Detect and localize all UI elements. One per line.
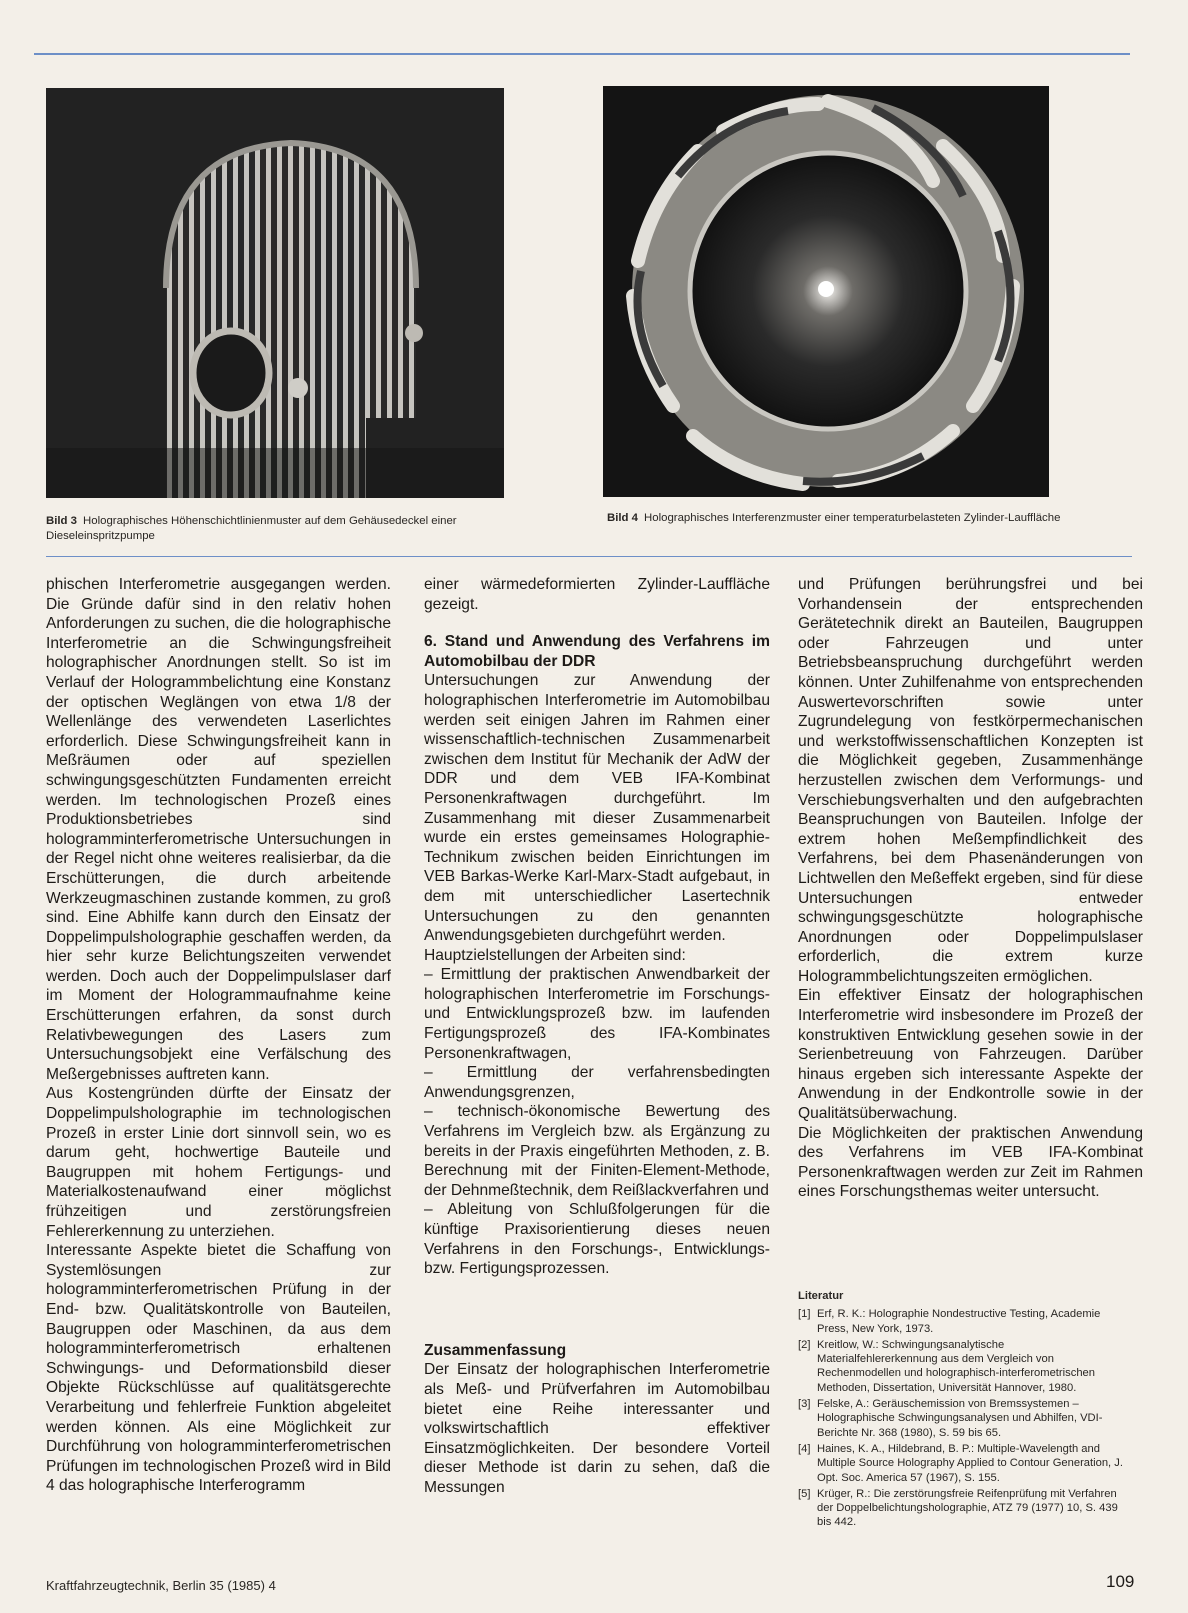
paragraph: Die Möglichkeiten der praktischen Anwendung des Verfahrens im VEB IFA-Kombinat Personenkraftwagen werden zur Zeit im Rahmen eines Forschungsthemas weiter untersucht. xyxy=(798,1124,1143,1201)
list-item: – technisch-ökonomische Bewertung des Verfahrens im Vergleich bzw. als Ergänzung zu bereits in der Praxis eingeführten Methoden, z. B. Berechnung mit der Finiten-Element-Methode, der Dehnmeßtechnik, dem Reißlackverfahren und xyxy=(424,1103,770,1199)
figure-4-label: Bild 4 xyxy=(607,512,639,524)
references xyxy=(798,1289,1123,1532)
reference-item xyxy=(798,1442,1123,1485)
paragraph: Interessante Aspekte bietet die Schaffung von Systemlösungen zur hologramminterferometrischen Prüfung in der End- bzw. Qualitätskontrolle von Bauteilen, Baugruppen oder Maschinen, da aus dem hologramminterferometrisch erhaltenen Schwingungs- und Deformationsbild dieser Objekte Rückschlüsse auf qualitätsgerechte Verarbeitung und fehlerfreie Funktion abgeleitet werden können. Als eine Möglichkeit zur Durchführung von hologramminterferometrischen Prüfungen im technologischen Prozeß wird in Bild 4 das holographische Interferogramm xyxy=(46,1242,391,1495)
paragraph: Aus Kostengründen dürfte der Einsatz der Doppelimpulsholographie im technologischen Prozeß in erster Linie dort sinnvoll sein, wo es darum geht, hochwertige Bauteile und Baugruppen mit hohem Fertigungs- und Materialkostenaufwand einer möglichst frühzeitigen und zerstörungsfreien Fehlererkennung zu unterziehen. xyxy=(46,1085,391,1240)
page-number: 109 xyxy=(1106,1572,1135,1591)
list-item: – Ermittlung der praktischen Anwendbarkeit der holographischen Interferometrie im Forschungs- und Entwicklungsprozeß bzw. im laufenden Fertigungsprozeß des IFA-Kombinates Personenkraftwagen, xyxy=(424,966,770,1062)
reference-number: [2] xyxy=(798,1338,811,1351)
list-item: – Ableitung von Schlußfolgerungen für die künftige Praxisorientierung dieses neuen Verfahrens in den Forschungs-, Entwicklungs- bzw. Fertigungsprozessen. xyxy=(424,1201,770,1278)
figure-4-caption-text: Holographisches Interferenzmuster einer temperaturbelasteten Zylinder-Lauffläche xyxy=(644,512,1061,524)
figure-3-caption xyxy=(46,514,546,544)
figure-3-hologram-image xyxy=(46,88,504,498)
paragraph: phischen Interferometrie ausgegangen werden. Die Gründe dafür sind in den relativ hohen Anforderungen zu suchen, die die holographische Interferometrie an die Schwingungsfreiheit holographischer Anordnungen stellt. So ist im Verlauf der Hologrammbelichtung eine Konstanz der optischen Weglängen von etwa 1/8 der Wellenlänge des verwendeten Laserlichtes erforderlich. Diese Schwingungsfreiheit kann in Meßräumen oder auf speziellen schwingungsgeschützten Fundamenten erreicht werden. Im technologischen Prozeß eines Produktionsbetriebes sind hologramminterferometrische Untersuchungen in der Regel nicht ohne weiteres realisierbar, da die Erschütterungen, die durch arbeitende Werkzeugmaschinen zustande kommen, zu groß sind. Eine Abhilfe kann durch den Einsatz der Doppelimpulsholographie geschaffen werden, da hier sehr kurze Belichtungszeiten verwendet werden. Doch auch der Doppelimpulslaser darf im Moment der Hologrammaufnahme keine Erschütterungen erfahren, da sonst durch Relativbewegungen des Lasers zum Untersuchungsobjekt eine Verfälschung des Meßergebnisses auftreten kann. xyxy=(46,576,391,1083)
figure-4-hologram-image xyxy=(603,86,1049,497)
paragraph: einer wärmedeformierten Zylinder-Lauffläche gezeigt. xyxy=(424,576,770,613)
figure-3-label: Bild 3 xyxy=(46,515,78,527)
figure-3-caption-text: Holographisches Höhenschichtlinienmuster auf dem Gehäusedeckel einer Dieseleinspritzpumpe xyxy=(46,515,457,542)
reference-text: Haines, K. A., Hildebrand, B. P.: Multiple-Wavelength and Multiple Source Holography Applied to Contour Generation, J. Opt. Soc. America 57 (1967), S. 155. xyxy=(817,1442,1123,1484)
reference-number: [1] xyxy=(798,1308,811,1321)
text-column-3 xyxy=(798,575,1143,1202)
reference-text: Erf, R. K.: Holographie Nondestructive Testing, Academie Press, New York, 1973. xyxy=(817,1308,1101,1335)
text-column-2 xyxy=(424,575,770,1498)
paragraph: Hauptzielstellungen der Arbeiten sind: xyxy=(424,946,686,964)
reference-number: [5] xyxy=(798,1487,811,1500)
reference-text: Kreitlow, W.: Schwingungsanalytische Materialfehlererkennung aus dem Vergleich von Rechenmodellen und holographisch-interferometrischen Methoden, Dissertation, Universität Hannover, 1980. xyxy=(817,1338,1095,1394)
text-column-1 xyxy=(46,575,391,1496)
journal-footer: Kraftfahrzeugtechnik, Berlin 35 (1985) 4 xyxy=(46,1578,276,1593)
reference-number: [4] xyxy=(798,1442,811,1455)
reference-item xyxy=(798,1338,1123,1395)
reference-text: Krüger, R.: Die zerstörungsfreie Reifenprüfung mit Verfahren der Doppelbelichtungsholographie, ATZ 79 (1977) 10, S. 439 bis 442. xyxy=(817,1487,1118,1529)
paragraph: und Prüfungen berührungsfrei und bei Vorhandensein der entsprechenden Gerätetechnik direkt an Bauteilen, Baugruppen oder Fahrzeugen und unter Betriebsbeanspruchung durchgeführt werden können. Unter Zuhilfenahme von entsprechenden Auswertevorschriften sowie unter Zugrundelegung von festkörpermechanischen und werkstoffwissenschaftlichen Konzepten ist die Möglichkeit gegeben, Zusammenhänge herzustellen zwischen dem Verformungs- und Verschiebungsverhalten und den aufgebrachten Beanspruchungen von Bauteilen. Infolge der extrem hohen Meßempfindlichkeit des Verfahrens, bei dem Phasenänderungen von Lichtwellen den Meßeffekt ergeben, sind für diese Untersuchungen entweder schwingungsgeschützte holographische Anordnungen oder Doppelimpulslaser erforderlich, die extrem kurze Hologrammbelichtungszeiten ermöglichen. xyxy=(798,576,1143,985)
summary-heading: Zusammenfassung xyxy=(424,1341,567,1359)
reference-item xyxy=(798,1307,1123,1336)
reference-number: [3] xyxy=(798,1398,811,1411)
reference-text: Felske, A.: Geräuschemission von Bremssystemen – Holographische Schwingungsanalysen und Abhilfen, VDI-Berichte Nr. 368 (1980), S. 59 bis 65. xyxy=(817,1398,1103,1439)
references-heading: Literatur xyxy=(798,1290,844,1302)
section-heading: 6. Stand und Anwendung des Verfahrens im Automobilbau der DDR xyxy=(424,633,770,670)
figure-4-caption xyxy=(607,511,1142,526)
reference-item xyxy=(798,1397,1123,1440)
paragraph: Der Einsatz der holographischen Interferometrie als Meß- und Prüfverfahren im Automobilbau bietet eine Reihe interessanter und volkswirtschaftlich effektiver Einsatzmöglichkeiten. Der besondere Vorteil dieser Methode ist darin zu sehen, daß die Messungen xyxy=(424,1361,770,1496)
list-item: – Ermittlung der verfahrensbedingten Anwendungsgrenzen, xyxy=(424,1064,770,1101)
reference-item xyxy=(798,1487,1123,1530)
top-rule xyxy=(34,53,1130,55)
caption-rule xyxy=(46,556,1132,557)
paragraph: Untersuchungen zur Anwendung der holographischen Interferometrie im Automobilbau werden seit einigen Jahren im Rahmen einer wissenschaftlich-technischen Zusammenarbeit zwischen dem Institut für Mechanik der AdW der DDR und dem VEB IFA-Kombinat Personenkraftwagen durchgeführt. Im Zusammenhang mit dieser Zusammenarbeit wurde ein erstes gemeinsames Holographie-Technikum zwischen beiden Einrichtungen im VEB Barkas-Werke Karl-Marx-Stadt aufgebaut, in dem mit unterschiedlicher Lasertechnik Untersuchungen zu den genannten Anwendungsgebieten durchgeführt werden. xyxy=(424,672,770,945)
paragraph: Ein effektiver Einsatz der holographischen Interferometrie wird insbesondere im Prozeß der konstruktiven Entwicklung gesehen sowie in der Serienbetreuung von Fahrzeugen. Darüber hinaus ergeben sich interessante Aspekte der Anwendung in der Endkontrolle sowie in der Qualitätsüberwachung. xyxy=(798,987,1143,1123)
